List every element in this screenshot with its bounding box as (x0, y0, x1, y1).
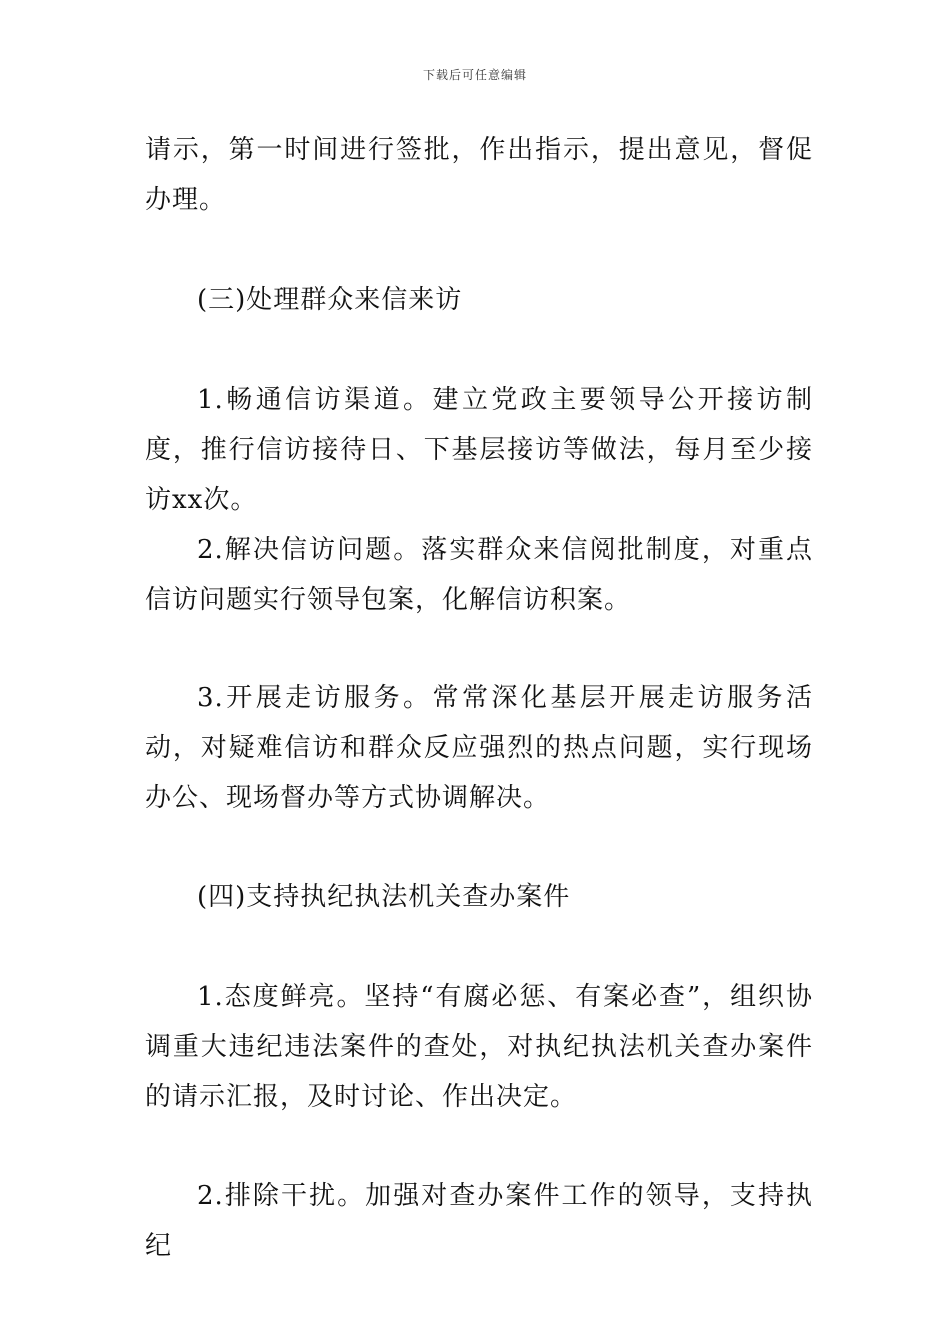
paragraph-item-3-3: 3.开展走访服务。常常深化基层开展走访服务活动，对疑难信访和群众反应强烈的热点问题，实行现场办公、现场督办等方式协调解决。 (145, 683, 813, 813)
paragraph-item-3-1: 1.畅通信访渠道。建立党政主要领导公开接访制度，推行信访接待日、下基层接访等做法，每月至少接访xx次。 (145, 385, 813, 515)
section-heading-4: (四)支持执纪执法机关查办案件 (197, 882, 571, 912)
paragraph-item-3-2: 2.解决信访问题。落实群众来信阅批制度，对重点信访问题实行领导包案，化解信访积案。 (145, 535, 813, 615)
download-note: 下载后可任意编辑 (422, 68, 527, 82)
paragraph-item-4-1: 1.态度鲜亮。坚持“有腐必惩、有案必查”，组织协调重大违纪违法案件的查处，对执纪执法机关查办案件的请示汇报，及时讨论、作出决定。 (145, 982, 813, 1112)
paragraph-item-4-2: 2.排除干扰。加强对查办案件工作的领导，支持执纪 (145, 1181, 813, 1261)
section-heading-3: (三)处理群众来信来访 (197, 285, 463, 315)
paragraph-continuation: 请示，第一时间进行签批，作出指示，提出意见，督促办理。 (145, 135, 813, 215)
